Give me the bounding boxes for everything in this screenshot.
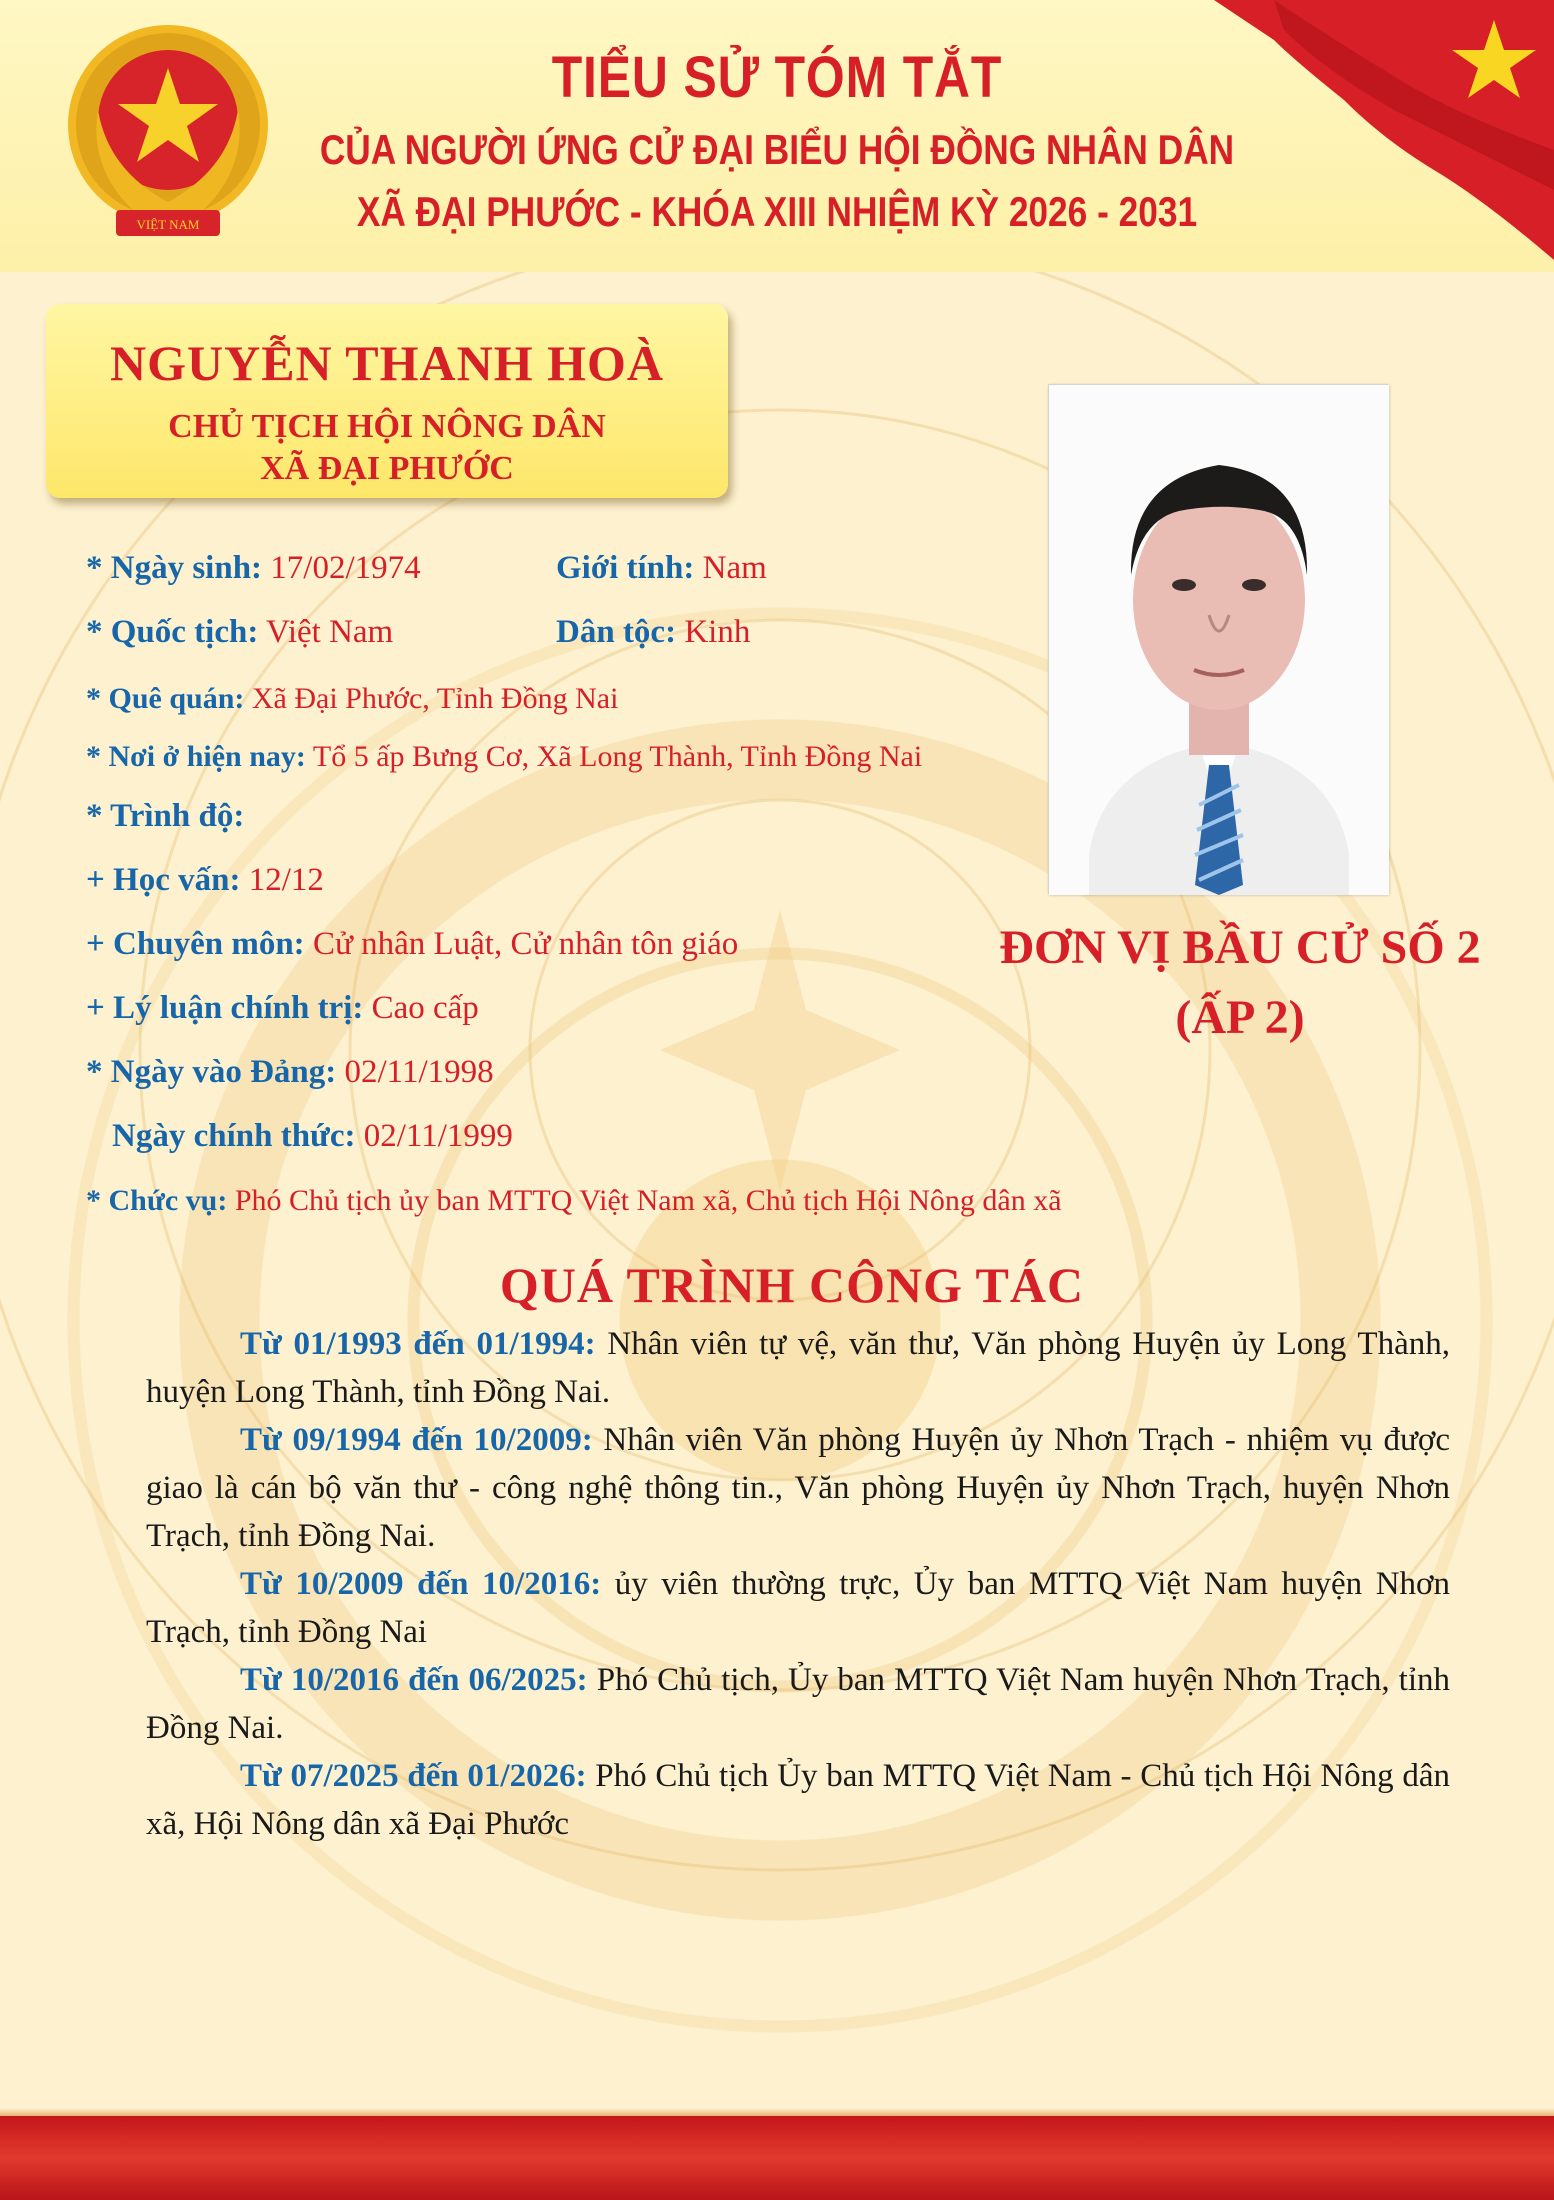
- history-item: [146, 1416, 1450, 1560]
- politics-value: Cao cấp: [363, 990, 479, 1026]
- history-item: [146, 1560, 1450, 1656]
- candidate-portrait: [1048, 384, 1388, 894]
- candidate-name: NGUYỄN THANH HOÀ: [109, 335, 664, 391]
- history-item: [146, 1656, 1450, 1752]
- politics-label: + Lý luận chính trị:: [86, 990, 364, 1026]
- history-period: Từ 10/2009 đến 10/2016:: [240, 1566, 602, 1602]
- role-value: Phó Chủ tịch ủy ban MTTQ Việt Nam xã, Chủ tịch Hội Nông dân xã: [227, 1184, 1062, 1217]
- hometown-label: * Quê quán:: [86, 682, 245, 715]
- residence-value: Tổ 5 ấp Bưng Cơ, Xã Long Thành, Tỉnh Đồng Nai: [305, 740, 923, 773]
- dob-label: * Ngày sinh:: [86, 550, 263, 586]
- party-official-label: Ngày chính thức:: [112, 1118, 356, 1154]
- history-title: QUÁ TRÌNH CÔNG TÁC: [499, 1257, 1085, 1313]
- ethnicity-row: [556, 614, 750, 651]
- education-label: + Học vấn:: [86, 862, 241, 898]
- history-period: Từ 10/2016 đến 06/2025:: [240, 1662, 588, 1698]
- history-period: Từ 01/1993 đến 01/1994:: [240, 1326, 596, 1362]
- history-text: Nhân viên tự vệ, văn thư, Văn phòng Huyện ủy Long Thành, huyện Long Thành, tỉnh Đồng Nai.: [146, 1326, 1450, 1410]
- level-label: * Trình độ:: [86, 798, 245, 834]
- history-text: Nhân viên Văn phòng Huyện ủy Nhơn Trạch - nhiệm vụ được giao là cán bộ văn thư - công nghệ thông tin., Văn phòng Huyện ủy Nhơn Trạch, huyện Nhơn Trạch, tỉnh Đồng Nai.: [146, 1422, 1451, 1554]
- history-period: Từ 09/1994 đến 10/2009:: [240, 1422, 593, 1458]
- ethnicity-value: Kinh: [676, 614, 751, 650]
- page-title: TIỂU SỬ TÓM TẮT: [551, 45, 1003, 110]
- gender-row: [556, 550, 767, 587]
- history-item: [146, 1752, 1450, 1848]
- work-history: [146, 1320, 1450, 1848]
- candidate-name-box: [46, 304, 728, 498]
- portrait-icon: [1049, 385, 1389, 895]
- party-official-value: 02/11/1999: [355, 1118, 513, 1154]
- party-official-row: [112, 1118, 513, 1155]
- party-join-label: * Ngày vào Đảng:: [86, 1054, 337, 1090]
- history-item: [146, 1320, 1450, 1416]
- gender-value: Nam: [694, 550, 767, 586]
- residence-row: [86, 740, 922, 774]
- level-row: [86, 798, 244, 835]
- specialty-value: Cử nhân Luật, Cử nhân tôn giáo: [304, 926, 739, 962]
- politics-row: [86, 990, 479, 1027]
- role-label: * Chức vụ:: [86, 1184, 228, 1217]
- candidate-position-line-2: XÃ ĐẠI PHƯỚC: [260, 450, 514, 487]
- party-join-row: [86, 1054, 494, 1091]
- candidate-position-line-1: CHỦ TỊCH HỘI NÔNG DÂN: [168, 408, 606, 445]
- hometown-value: Xã Đại Phước, Tỉnh Đồng Nai: [244, 682, 619, 715]
- dob-value: 17/02/1974: [262, 550, 421, 586]
- specialty-label: + Chuyên môn:: [86, 926, 305, 962]
- residence-label: * Nơi ở hiện nay:: [86, 740, 306, 773]
- history-text: Phó Chủ tịch, Ủy ban MTTQ Việt Nam huyện Nhơn Trạch, tỉnh Đồng Nai.: [146, 1662, 1450, 1746]
- nationality-row: [86, 614, 393, 651]
- ethnicity-label: Dân tộc:: [556, 614, 677, 650]
- dob-row: [86, 550, 421, 587]
- role-row: [86, 1184, 1062, 1218]
- electoral-unit: ĐƠN VỊ BẦU CỬ SỐ 2: [999, 921, 1481, 974]
- hometown-row: [86, 682, 618, 716]
- nationality-value: Việt Nam: [258, 614, 394, 650]
- history-text: ủy viên thường trực, Ủy ban MTTQ Việt Nam huyện Nhơn Trạch, tỉnh Đồng Nai: [146, 1566, 1450, 1650]
- gender-label: Giới tính:: [556, 550, 695, 586]
- specialty-row: [86, 926, 738, 963]
- education-value: 12/12: [240, 862, 324, 898]
- history-text: Phó Chủ tịch Ủy ban MTTQ Việt Nam - Chủ tịch Hội Nông dân xã, Hội Nông dân xã Đại Phước: [146, 1758, 1450, 1842]
- history-period: Từ 07/2025 đến 01/2026:: [240, 1758, 587, 1794]
- electoral-unit-area: (ẤP 2): [1175, 991, 1305, 1044]
- subtitle-line-2: XÃ ĐẠI PHƯỚC - KHÓA XIII NHIỆM KỲ 2026 - 2031: [356, 188, 1198, 235]
- header-banner: [0, 0, 1554, 272]
- footer-band: [0, 2116, 1554, 2200]
- nationality-label: * Quốc tịch:: [86, 614, 259, 650]
- svg-text:VIỆT NAM: VIỆT NAM: [136, 217, 200, 232]
- footer-divider: [0, 2108, 1554, 2116]
- subtitle-line-1: CỦA NGƯỜI ỨNG CỬ ĐẠI BIỂU HỘI ĐỒNG NHÂN DÂN: [319, 126, 1235, 173]
- education-row: [86, 862, 324, 899]
- party-join-value: 02/11/1998: [336, 1054, 494, 1090]
